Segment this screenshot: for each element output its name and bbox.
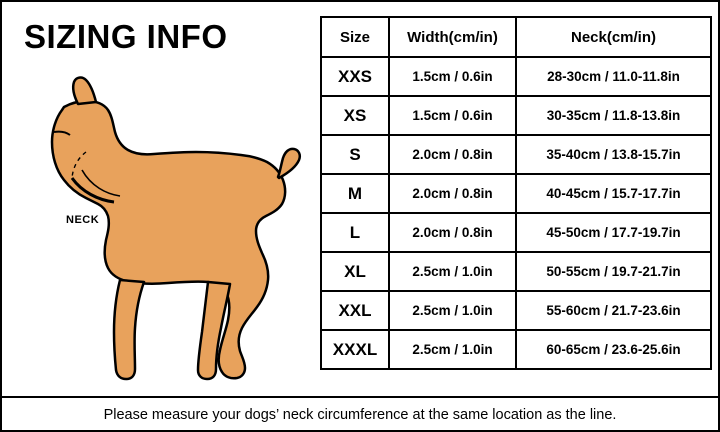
cell-size: L (321, 213, 389, 252)
sizing-table (320, 16, 712, 370)
dog-body-shape (52, 78, 300, 379)
table-row (321, 135, 711, 174)
cell-size: XL (321, 252, 389, 291)
dog-illustration (16, 74, 306, 384)
cell-size: XS (321, 96, 389, 135)
cell-size: XXXL (321, 330, 389, 369)
table-row (321, 213, 711, 252)
illustration-panel (2, 2, 314, 396)
cell-width: 2.0cm / 0.8in (389, 213, 516, 252)
cell-width: 1.5cm / 0.6in (389, 96, 516, 135)
cell-neck: 45-50cm / 17.7-19.7in (516, 213, 711, 252)
table-header-row (321, 17, 711, 57)
footnote-text: Please measure your dogs’ neck circumference at the same location as the line. (103, 407, 617, 423)
column-header-neck: Neck(cm/in) (516, 17, 711, 57)
cell-neck: 40-45cm / 15.7-17.7in (516, 174, 711, 213)
cell-neck: 35-40cm / 13.8-15.7in (516, 135, 711, 174)
cell-width: 2.0cm / 0.8in (389, 135, 516, 174)
table-row (321, 330, 711, 369)
cell-neck: 30-35cm / 11.8-13.8in (516, 96, 711, 135)
page-title: SIZING INFO (24, 18, 228, 55)
table-row (321, 57, 711, 96)
table-row (321, 291, 711, 330)
cell-size: M (321, 174, 389, 213)
cell-size: XXL (321, 291, 389, 330)
cell-width: 1.5cm / 0.6in (389, 57, 516, 96)
neck-label: NECK (66, 214, 100, 226)
table-row (321, 174, 711, 213)
cell-width: 2.0cm / 0.8in (389, 174, 516, 213)
cell-width: 2.5cm / 1.0in (389, 330, 516, 369)
cell-size: XXS (321, 57, 389, 96)
cell-neck: 50-55cm / 19.7-21.7in (516, 252, 711, 291)
cell-neck: 55-60cm / 21.7-23.6in (516, 291, 711, 330)
column-header-width: Width(cm/in) (389, 17, 516, 57)
sizing-table-wrap (320, 16, 706, 370)
cell-neck: 60-65cm / 23.6-25.6in (516, 330, 711, 369)
table-row (321, 96, 711, 135)
cell-neck: 28-30cm / 11.0-11.8in (516, 57, 711, 96)
column-header-size: Size (321, 17, 389, 57)
table-row (321, 252, 711, 291)
cell-size: S (321, 135, 389, 174)
cell-width: 2.5cm / 1.0in (389, 252, 516, 291)
cell-width: 2.5cm / 1.0in (389, 291, 516, 330)
